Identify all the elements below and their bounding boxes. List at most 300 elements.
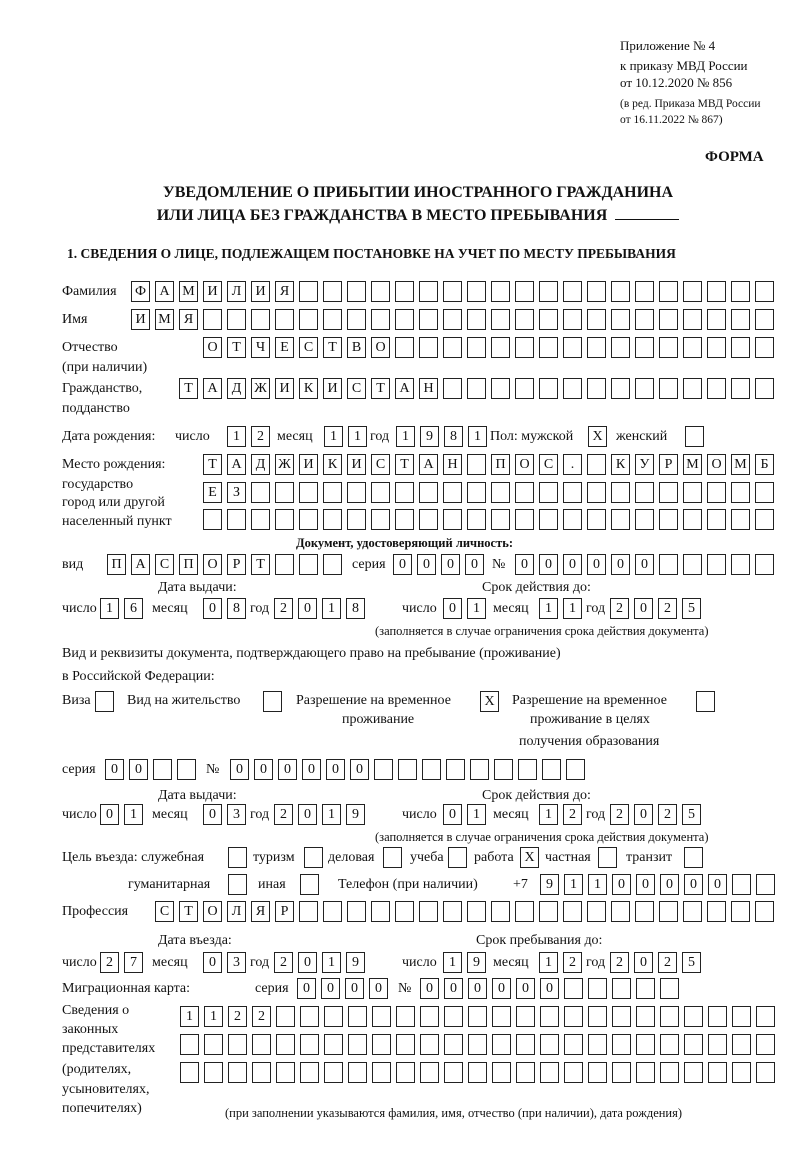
char-box[interactable]	[684, 1006, 703, 1027]
char-box[interactable]	[540, 1006, 559, 1027]
char-box[interactable]	[444, 1034, 463, 1055]
char-box[interactable]	[371, 482, 390, 503]
char-box[interactable]	[659, 482, 678, 503]
char-box[interactable]	[323, 482, 342, 503]
char-box[interactable]	[636, 1062, 655, 1083]
char-box[interactable]: Д	[227, 378, 246, 399]
char-box[interactable]: С	[155, 901, 174, 922]
char-box[interactable]	[683, 378, 702, 399]
char-box[interactable]	[348, 1034, 367, 1055]
char-box[interactable]: 9	[346, 952, 365, 973]
char-box[interactable]: Т	[251, 554, 270, 575]
char-box[interactable]: С	[299, 337, 318, 358]
char-box[interactable]	[696, 691, 715, 712]
char-box[interactable]	[395, 281, 414, 302]
char-box[interactable]	[563, 482, 582, 503]
char-box[interactable]	[467, 482, 486, 503]
char-box[interactable]	[396, 1062, 415, 1083]
char-box[interactable]	[515, 509, 534, 530]
char-box[interactable]: 1	[324, 426, 343, 447]
char-box[interactable]	[755, 337, 774, 358]
char-box[interactable]: 3	[227, 804, 246, 825]
char-box[interactable]	[755, 378, 774, 399]
char-box[interactable]	[563, 281, 582, 302]
char-box[interactable]	[707, 554, 726, 575]
char-box[interactable]	[598, 847, 617, 868]
char-box[interactable]: И	[275, 378, 294, 399]
char-box[interactable]	[491, 337, 510, 358]
char-box[interactable]: 0	[563, 554, 582, 575]
char-box[interactable]: О	[203, 554, 222, 575]
char-box[interactable]	[180, 1034, 199, 1055]
char-box[interactable]	[539, 309, 558, 330]
char-box[interactable]	[491, 482, 510, 503]
char-box[interactable]	[611, 281, 630, 302]
char-box[interactable]	[467, 378, 486, 399]
char-box[interactable]	[420, 1034, 439, 1055]
char-box[interactable]: 2	[228, 1006, 247, 1027]
char-box[interactable]: 5	[682, 804, 701, 825]
char-box[interactable]	[252, 1034, 271, 1055]
char-box[interactable]	[300, 874, 319, 895]
char-box[interactable]	[419, 509, 438, 530]
char-box[interactable]	[275, 509, 294, 530]
char-box[interactable]: X	[520, 847, 539, 868]
char-box[interactable]	[299, 554, 318, 575]
char-box[interactable]: 0	[369, 978, 388, 999]
char-box[interactable]	[300, 1034, 319, 1055]
char-box[interactable]	[372, 1006, 391, 1027]
char-box[interactable]: 8	[444, 426, 463, 447]
char-box[interactable]: О	[707, 454, 726, 475]
char-box[interactable]	[659, 337, 678, 358]
char-box[interactable]	[635, 337, 654, 358]
char-box[interactable]	[515, 337, 534, 358]
char-box[interactable]	[395, 509, 414, 530]
char-box[interactable]	[659, 378, 678, 399]
char-box[interactable]: С	[539, 454, 558, 475]
char-box[interactable]	[348, 1062, 367, 1083]
char-box[interactable]	[275, 482, 294, 503]
char-box[interactable]	[611, 509, 630, 530]
char-box[interactable]: 7	[124, 952, 143, 973]
char-box[interactable]: В	[347, 337, 366, 358]
char-box[interactable]: Т	[179, 378, 198, 399]
char-box[interactable]	[518, 759, 537, 780]
char-box[interactable]	[395, 337, 414, 358]
char-box[interactable]	[731, 378, 750, 399]
char-box[interactable]	[443, 901, 462, 922]
char-box[interactable]: 9	[467, 952, 486, 973]
char-box[interactable]	[299, 509, 318, 530]
char-box[interactable]: 0	[203, 952, 222, 973]
char-box[interactable]: 0	[684, 874, 703, 895]
char-box[interactable]	[707, 901, 726, 922]
char-box[interactable]: 0	[539, 554, 558, 575]
char-box[interactable]: Т	[203, 454, 222, 475]
char-box[interactable]: М	[683, 454, 702, 475]
char-box[interactable]	[731, 309, 750, 330]
char-box[interactable]	[467, 454, 486, 475]
char-box[interactable]: И	[131, 309, 150, 330]
char-box[interactable]: 0	[321, 978, 340, 999]
char-box[interactable]	[659, 509, 678, 530]
char-box[interactable]	[539, 281, 558, 302]
char-box[interactable]	[659, 281, 678, 302]
char-box[interactable]	[612, 978, 631, 999]
char-box[interactable]	[492, 1062, 511, 1083]
char-box[interactable]	[251, 509, 270, 530]
char-box[interactable]	[419, 281, 438, 302]
char-box[interactable]	[660, 1006, 679, 1027]
char-box[interactable]: И	[203, 281, 222, 302]
char-box[interactable]	[731, 337, 750, 358]
char-box[interactable]	[563, 378, 582, 399]
char-box[interactable]	[420, 1006, 439, 1027]
char-box[interactable]: 5	[682, 952, 701, 973]
char-box[interactable]: 0	[298, 952, 317, 973]
char-box[interactable]: М	[731, 454, 750, 475]
char-box[interactable]	[491, 309, 510, 330]
char-box[interactable]: Ч	[251, 337, 270, 358]
char-box[interactable]	[755, 901, 774, 922]
char-box[interactable]	[564, 1034, 583, 1055]
char-box[interactable]: 0	[297, 978, 316, 999]
char-box[interactable]: А	[203, 378, 222, 399]
char-box[interactable]	[443, 378, 462, 399]
char-box[interactable]	[587, 901, 606, 922]
char-box[interactable]: А	[131, 554, 150, 575]
char-box[interactable]: М	[155, 309, 174, 330]
char-box[interactable]	[228, 847, 247, 868]
char-box[interactable]	[563, 509, 582, 530]
char-box[interactable]	[732, 1034, 751, 1055]
char-box[interactable]: 0	[468, 978, 487, 999]
char-box[interactable]: 0	[612, 874, 631, 895]
char-box[interactable]: 1	[204, 1006, 223, 1027]
char-box[interactable]: 5	[682, 598, 701, 619]
char-box[interactable]: 0	[350, 759, 369, 780]
char-box[interactable]	[324, 1034, 343, 1055]
char-box[interactable]	[587, 281, 606, 302]
char-box[interactable]	[659, 309, 678, 330]
char-box[interactable]: 0	[230, 759, 249, 780]
char-box[interactable]	[588, 1006, 607, 1027]
char-box[interactable]	[539, 901, 558, 922]
char-box[interactable]	[587, 509, 606, 530]
char-box[interactable]: 0	[345, 978, 364, 999]
char-box[interactable]: М	[179, 281, 198, 302]
char-box[interactable]: 9	[540, 874, 559, 895]
char-box[interactable]	[420, 1062, 439, 1083]
char-box[interactable]	[660, 1062, 679, 1083]
char-box[interactable]	[153, 759, 172, 780]
char-box[interactable]: Л	[227, 281, 246, 302]
char-box[interactable]	[707, 281, 726, 302]
char-box[interactable]: 0	[611, 554, 630, 575]
char-box[interactable]: 1	[322, 952, 341, 973]
char-box[interactable]: 6	[124, 598, 143, 619]
char-box[interactable]	[347, 901, 366, 922]
char-box[interactable]: 2	[658, 952, 677, 973]
char-box[interactable]	[228, 1062, 247, 1083]
char-box[interactable]: 0	[443, 804, 462, 825]
char-box[interactable]	[539, 378, 558, 399]
char-box[interactable]: 9	[346, 804, 365, 825]
char-box[interactable]	[588, 1034, 607, 1055]
char-box[interactable]	[227, 309, 246, 330]
char-box[interactable]: Я	[275, 281, 294, 302]
char-box[interactable]: 2	[274, 952, 293, 973]
char-box[interactable]	[683, 281, 702, 302]
char-box[interactable]	[443, 281, 462, 302]
char-box[interactable]: 0	[441, 554, 460, 575]
char-box[interactable]	[299, 482, 318, 503]
char-box[interactable]: 2	[658, 598, 677, 619]
char-box[interactable]	[566, 759, 585, 780]
char-box[interactable]	[732, 874, 751, 895]
char-box[interactable]	[755, 281, 774, 302]
char-box[interactable]	[323, 554, 342, 575]
char-box[interactable]: 1	[588, 874, 607, 895]
char-box[interactable]: 0	[708, 874, 727, 895]
char-box[interactable]: 0	[635, 554, 654, 575]
char-box[interactable]	[467, 337, 486, 358]
char-box[interactable]	[252, 1062, 271, 1083]
char-box[interactable]: Т	[395, 454, 414, 475]
char-box[interactable]: 0	[444, 978, 463, 999]
char-box[interactable]	[398, 759, 417, 780]
char-box[interactable]	[683, 554, 702, 575]
char-box[interactable]: 2	[274, 804, 293, 825]
char-box[interactable]	[708, 1034, 727, 1055]
char-box[interactable]	[636, 1034, 655, 1055]
char-box[interactable]	[611, 482, 630, 503]
char-box[interactable]: Ф	[131, 281, 150, 302]
char-box[interactable]	[372, 1034, 391, 1055]
char-box[interactable]	[251, 482, 270, 503]
char-box[interactable]	[347, 509, 366, 530]
char-box[interactable]	[684, 1062, 703, 1083]
char-box[interactable]	[395, 309, 414, 330]
char-box[interactable]: 1	[396, 426, 415, 447]
char-box[interactable]	[515, 901, 534, 922]
char-box[interactable]	[756, 1006, 775, 1027]
char-box[interactable]	[419, 901, 438, 922]
char-box[interactable]: 0	[203, 598, 222, 619]
char-box[interactable]	[588, 978, 607, 999]
char-box[interactable]	[448, 847, 467, 868]
char-box[interactable]: Р	[227, 554, 246, 575]
char-box[interactable]: 2	[563, 952, 582, 973]
char-box[interactable]	[635, 901, 654, 922]
char-box[interactable]	[731, 281, 750, 302]
char-box[interactable]	[685, 426, 704, 447]
char-box[interactable]: 2	[610, 804, 629, 825]
char-box[interactable]	[732, 1006, 751, 1027]
char-box[interactable]	[539, 509, 558, 530]
char-box[interactable]: 8	[227, 598, 246, 619]
char-box[interactable]: Н	[443, 454, 462, 475]
char-box[interactable]	[419, 337, 438, 358]
char-box[interactable]	[540, 1062, 559, 1083]
char-box[interactable]	[588, 1062, 607, 1083]
char-box[interactable]	[468, 1062, 487, 1083]
char-box[interactable]	[660, 978, 679, 999]
char-box[interactable]	[251, 309, 270, 330]
char-box[interactable]: 0	[326, 759, 345, 780]
char-box[interactable]: 0	[298, 804, 317, 825]
char-box[interactable]: 0	[465, 554, 484, 575]
char-box[interactable]	[516, 1034, 535, 1055]
char-box[interactable]: И	[299, 454, 318, 475]
char-box[interactable]: 0	[298, 598, 317, 619]
char-box[interactable]	[227, 509, 246, 530]
char-box[interactable]	[323, 509, 342, 530]
char-box[interactable]	[228, 874, 247, 895]
char-box[interactable]	[683, 509, 702, 530]
char-box[interactable]	[683, 309, 702, 330]
char-box[interactable]: 0	[203, 804, 222, 825]
char-box[interactable]: 2	[610, 952, 629, 973]
char-box[interactable]: Я	[251, 901, 270, 922]
char-box[interactable]	[395, 901, 414, 922]
char-box[interactable]: 1	[467, 598, 486, 619]
char-box[interactable]: X	[480, 691, 499, 712]
char-box[interactable]: Я	[179, 309, 198, 330]
char-box[interactable]	[635, 509, 654, 530]
char-box[interactable]: С	[155, 554, 174, 575]
char-box[interactable]: Е	[203, 482, 222, 503]
char-box[interactable]	[324, 1062, 343, 1083]
char-box[interactable]	[756, 1062, 775, 1083]
char-box[interactable]: К	[611, 454, 630, 475]
char-box[interactable]: 0	[634, 804, 653, 825]
char-box[interactable]	[731, 554, 750, 575]
char-box[interactable]	[443, 337, 462, 358]
char-box[interactable]: 2	[274, 598, 293, 619]
char-box[interactable]	[684, 1034, 703, 1055]
char-box[interactable]	[755, 509, 774, 530]
char-box[interactable]: 0	[129, 759, 148, 780]
char-box[interactable]	[374, 759, 393, 780]
char-box[interactable]	[276, 1062, 295, 1083]
char-box[interactable]	[204, 1062, 223, 1083]
char-box[interactable]: 0	[516, 978, 535, 999]
char-box[interactable]	[419, 482, 438, 503]
char-box[interactable]	[204, 1034, 223, 1055]
char-box[interactable]: О	[515, 454, 534, 475]
char-box[interactable]	[347, 281, 366, 302]
char-box[interactable]	[95, 691, 114, 712]
char-box[interactable]: 0	[443, 598, 462, 619]
char-box[interactable]	[731, 901, 750, 922]
char-box[interactable]: 0	[636, 874, 655, 895]
char-box[interactable]: 1	[322, 804, 341, 825]
char-box[interactable]	[323, 309, 342, 330]
char-box[interactable]	[707, 309, 726, 330]
char-box[interactable]	[371, 309, 390, 330]
char-box[interactable]	[515, 482, 534, 503]
char-box[interactable]: 0	[417, 554, 436, 575]
char-box[interactable]	[540, 1034, 559, 1055]
char-box[interactable]: 1	[100, 598, 119, 619]
char-box[interactable]	[611, 337, 630, 358]
char-box[interactable]	[299, 901, 318, 922]
char-box[interactable]	[203, 509, 222, 530]
char-box[interactable]: И	[347, 454, 366, 475]
char-box[interactable]: Т	[227, 337, 246, 358]
char-box[interactable]	[660, 1034, 679, 1055]
char-box[interactable]: 1	[539, 598, 558, 619]
char-box[interactable]: П	[491, 454, 510, 475]
char-box[interactable]: Б	[755, 454, 774, 475]
char-box[interactable]: 2	[658, 804, 677, 825]
char-box[interactable]	[755, 482, 774, 503]
char-box[interactable]	[683, 901, 702, 922]
char-box[interactable]: 0	[420, 978, 439, 999]
char-box[interactable]	[446, 759, 465, 780]
char-box[interactable]	[372, 1062, 391, 1083]
char-box[interactable]	[371, 509, 390, 530]
char-box[interactable]: 1	[443, 952, 462, 973]
char-box[interactable]: 1	[467, 804, 486, 825]
char-box[interactable]	[564, 1062, 583, 1083]
char-box[interactable]: 0	[492, 978, 511, 999]
char-box[interactable]: 8	[346, 598, 365, 619]
char-box[interactable]: 0	[302, 759, 321, 780]
char-box[interactable]: Л	[227, 901, 246, 922]
char-box[interactable]	[636, 1006, 655, 1027]
char-box[interactable]	[515, 281, 534, 302]
char-box[interactable]: Т	[371, 378, 390, 399]
char-box[interactable]: 9	[420, 426, 439, 447]
char-box[interactable]: 3	[227, 952, 246, 973]
char-box[interactable]	[516, 1006, 535, 1027]
char-box[interactable]: 1	[227, 426, 246, 447]
char-box[interactable]	[304, 847, 323, 868]
char-box[interactable]: 1	[539, 952, 558, 973]
char-box[interactable]	[635, 482, 654, 503]
char-box[interactable]	[683, 482, 702, 503]
char-box[interactable]	[300, 1062, 319, 1083]
char-box[interactable]	[635, 281, 654, 302]
char-box[interactable]	[756, 1034, 775, 1055]
char-box[interactable]: Ж	[275, 454, 294, 475]
char-box[interactable]	[659, 901, 678, 922]
char-box[interactable]: И	[323, 378, 342, 399]
char-box[interactable]: О	[371, 337, 390, 358]
char-box[interactable]: С	[371, 454, 390, 475]
char-box[interactable]	[708, 1062, 727, 1083]
char-box[interactable]	[707, 509, 726, 530]
char-box[interactable]	[612, 1062, 631, 1083]
char-box[interactable]	[494, 759, 513, 780]
char-box[interactable]	[564, 978, 583, 999]
char-box[interactable]	[371, 901, 390, 922]
char-box[interactable]: Т	[179, 901, 198, 922]
char-box[interactable]	[611, 378, 630, 399]
char-box[interactable]: 2	[252, 1006, 271, 1027]
char-box[interactable]: А	[419, 454, 438, 475]
char-box[interactable]	[180, 1062, 199, 1083]
char-box[interactable]: Н	[419, 378, 438, 399]
char-box[interactable]	[708, 1006, 727, 1027]
char-box[interactable]	[516, 1062, 535, 1083]
char-box[interactable]	[563, 337, 582, 358]
char-box[interactable]	[467, 309, 486, 330]
char-box[interactable]	[299, 281, 318, 302]
